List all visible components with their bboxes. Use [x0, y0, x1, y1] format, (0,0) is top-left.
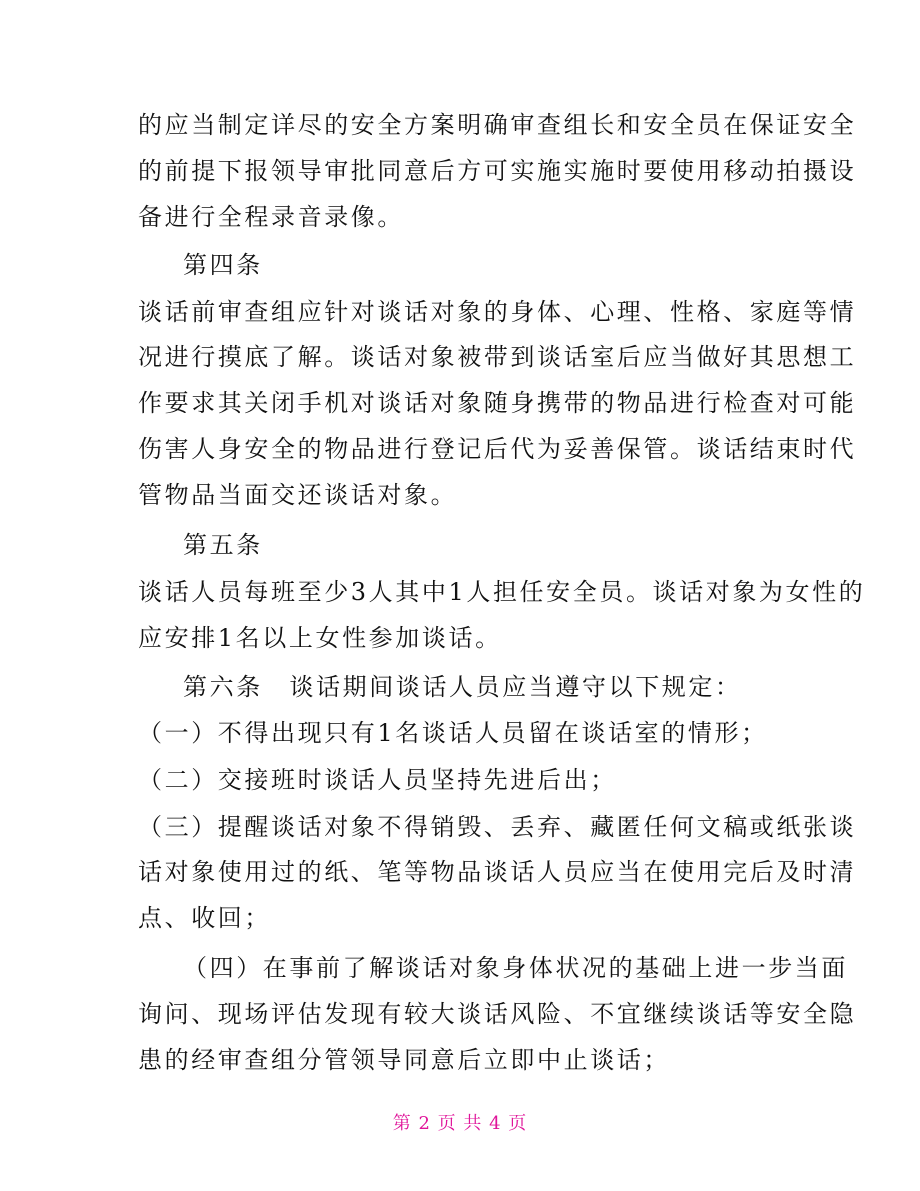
text-line: 谈话前审查组应针对谈话对象的身体、心理、性格、家庭等情	[138, 298, 857, 326]
text-line: 况进行摸底了解。谈话对象被带到谈话室后应当做好其思想工	[138, 343, 857, 371]
text-line: 话对象使用过的纸、笔等物品谈话人员应当在使用完后及时清	[138, 858, 857, 886]
text-line: 患的经审查组分管领导同意后立即中止谈话；	[138, 1046, 670, 1074]
list-item: （三）提醒谈话对象不得销毁、丢弃、藏匿任何文稿或纸张谈	[138, 813, 857, 841]
article-heading: 第五条	[183, 531, 263, 559]
list-item: （四）在事前了解谈话对象身体状况的基础上进一步当面	[183, 954, 848, 982]
text-line: 伤害人身安全的物品进行登记后代为妥善保管。谈话结束时代	[138, 435, 857, 463]
text-line: 应安排1名以上女性参加谈话。	[138, 624, 502, 652]
text-line: 备进行全程录音录像。	[138, 203, 404, 231]
list-item: （一）不得出现只有1名谈话人员留在谈话室的情形；	[138, 719, 768, 747]
text-line: 管物品当面交还谈话对象。	[138, 481, 458, 509]
page-number-footer: 第 2 页 共 4 页	[392, 1113, 528, 1134]
text-line: 的前提下报领导审批同意后方可实施实施时要使用移动拍摄设	[138, 157, 857, 185]
article-heading: 第四条	[183, 251, 263, 279]
text-line: 的应当制定详尽的安全方案明确审查组长和安全员在保证安全	[138, 111, 857, 139]
text-line: 点、收回；	[138, 904, 271, 932]
article-heading: 第六条 谈话期间谈话人员应当遵守以下规定：	[183, 673, 742, 701]
list-item: （二）交接班时谈话人员坚持先进后出；	[138, 766, 617, 794]
text-line: 询问、现场评估发现有较大谈话风险、不宜继续谈话等安全隐	[138, 1000, 857, 1028]
text-line: 作要求其关闭手机对谈话对象随身携带的物品进行检查对可能	[138, 389, 857, 417]
text-line: 谈话人员每班至少3人其中1人担任安全员。谈话对象为女性的	[138, 578, 866, 606]
